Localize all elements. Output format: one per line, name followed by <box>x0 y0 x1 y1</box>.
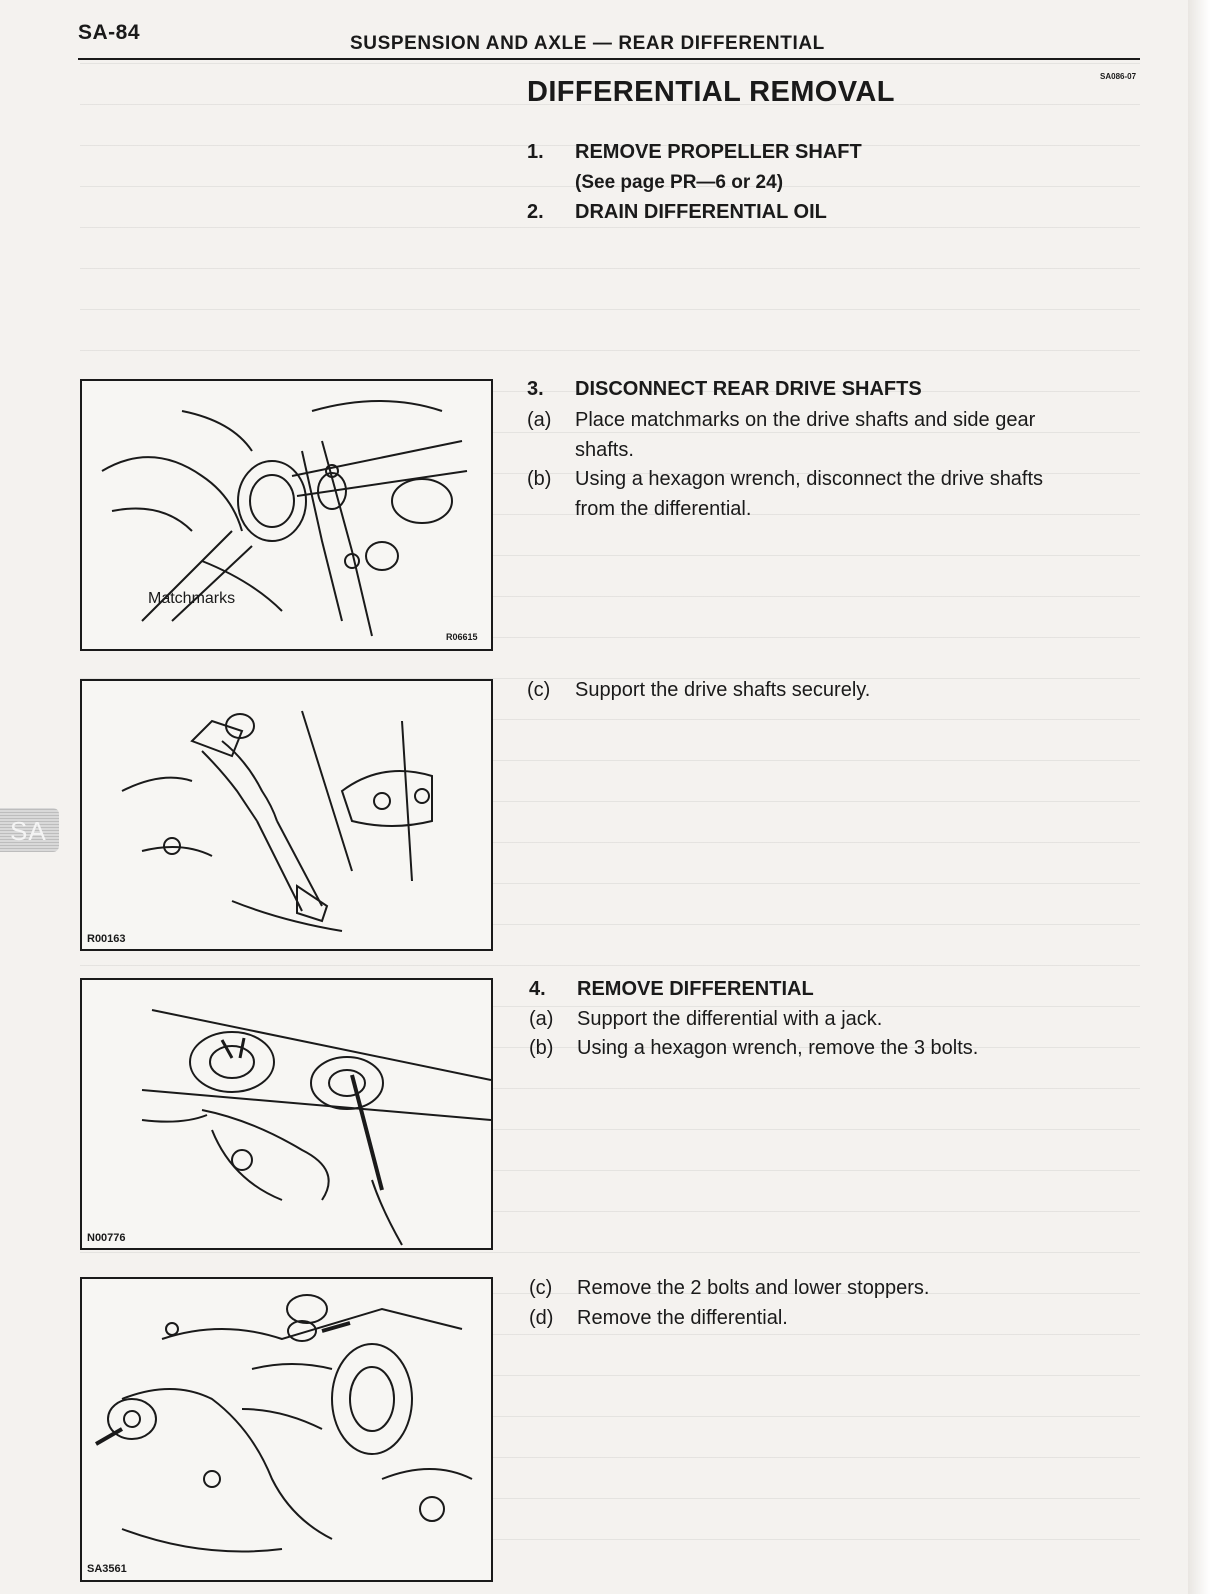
page-edge <box>1188 0 1210 1594</box>
header-title: SUSPENSION AND AXLE — REAR DIFFERENTIAL <box>350 33 825 54</box>
figure-remove-3-bolts <box>80 978 493 1250</box>
section-title: DIFFERENTIAL REMOVAL <box>527 76 895 108</box>
header-rule <box>78 58 1140 60</box>
side-tab[interactable] <box>0 808 59 852</box>
differential-stoppers-illustration <box>82 1279 491 1580</box>
figure-drive-shaft-matchmarks <box>80 379 493 651</box>
figure-support-drive-shafts <box>80 679 493 951</box>
matchmarks-callout: Matchmarks <box>148 590 236 607</box>
figure-remove-differential <box>80 1277 493 1582</box>
support-shaft-illustration <box>82 681 491 949</box>
page-code: SA086-07 <box>1100 72 1137 81</box>
figure-code: N00776 <box>87 1232 126 1244</box>
differential-bolts-illustration <box>82 980 491 1248</box>
drive-shaft-illustration <box>82 381 491 649</box>
figure-code: R00163 <box>87 933 126 945</box>
figure-code: R06615 <box>446 632 478 642</box>
figure-code: SA3561 <box>87 1563 127 1575</box>
side-tab-label: SA <box>10 816 47 846</box>
page-number: SA-84 <box>78 21 141 44</box>
